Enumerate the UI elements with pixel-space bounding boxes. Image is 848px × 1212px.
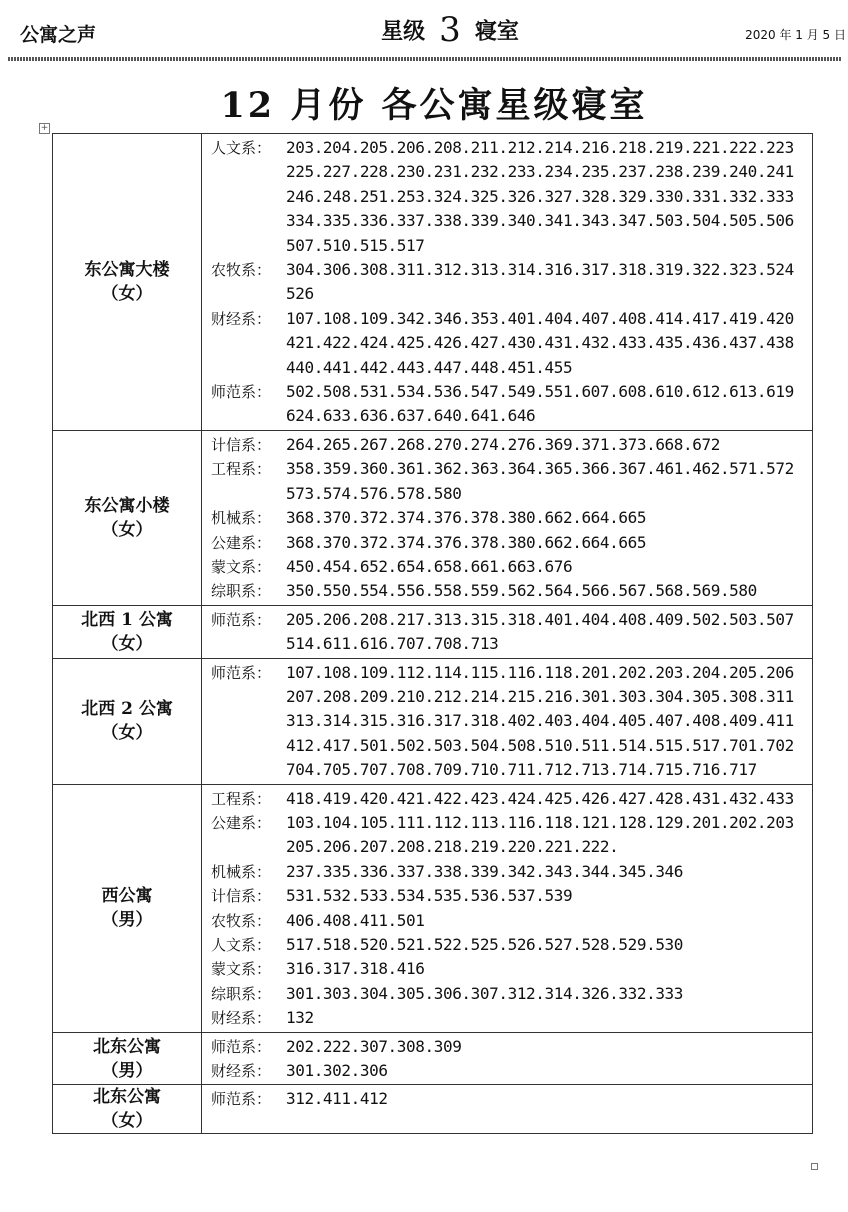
room-list-line bbox=[211, 555, 808, 579]
room-list-line bbox=[211, 787, 808, 811]
rooms-cell bbox=[202, 134, 813, 431]
room-list-line bbox=[211, 356, 808, 380]
department-label: 综职系： bbox=[211, 984, 272, 1003]
building-name: 北西 2 公寓 bbox=[81, 699, 173, 720]
room-list-line bbox=[211, 579, 808, 603]
department-label bbox=[211, 331, 286, 355]
room-list-line bbox=[211, 136, 808, 160]
header-date: 2020 年 1 月 5 日 bbox=[745, 28, 846, 42]
room-list-line bbox=[211, 758, 808, 782]
room-numbers: 526 bbox=[286, 284, 314, 304]
department-label: 蒙文系： bbox=[211, 960, 272, 979]
room-list-line bbox=[211, 957, 808, 981]
room-numbers: 412.417.501.502.503.504.508.510.511.514.515.517.701.702 bbox=[286, 735, 794, 755]
room-numbers: 316.317.318.416 bbox=[286, 959, 425, 979]
department-label: 师范系： bbox=[211, 663, 272, 682]
room-list-line bbox=[211, 884, 808, 908]
room-numbers: 225.227.228.230.231.232.233.234.235.237.238.239.240.241 bbox=[286, 162, 794, 182]
building-row bbox=[53, 605, 813, 658]
room-list-line bbox=[211, 160, 808, 184]
department-label: 机械系： bbox=[211, 509, 272, 528]
room-list-line bbox=[211, 380, 808, 404]
department-label bbox=[211, 160, 286, 184]
room-list-line bbox=[211, 709, 808, 733]
building-name: 北东公寓 bbox=[93, 1036, 161, 1057]
room-numbers: 107.108.109.112.114.115.116.118.201.202.203.204.205.206 bbox=[286, 662, 794, 682]
room-numbers: 368.370.372.374.376.378.380.662.664.665 bbox=[286, 508, 647, 528]
room-list-line bbox=[211, 1087, 808, 1111]
department-label bbox=[211, 185, 286, 209]
department-label bbox=[211, 404, 286, 428]
dorm-table bbox=[52, 133, 813, 1134]
room-numbers: 304.306.308.311.312.313.314.316.317.318.319.322.323.524 bbox=[286, 260, 794, 280]
building-name: 西公寓 bbox=[101, 886, 153, 907]
room-list-line bbox=[211, 282, 808, 306]
rooms-cell bbox=[202, 605, 813, 658]
room-list-line bbox=[211, 234, 808, 258]
building-cell bbox=[53, 605, 202, 658]
department-label: 师范系： bbox=[211, 610, 272, 629]
room-numbers: 334.335.336.337.338.339.340.341.343.347.503.504.505.506 bbox=[286, 211, 794, 231]
building-row bbox=[53, 658, 813, 784]
room-numbers: 301.302.306 bbox=[286, 1061, 388, 1081]
building-gender: （女） bbox=[101, 283, 153, 304]
department-label bbox=[211, 356, 286, 380]
room-list-line bbox=[211, 811, 808, 835]
room-numbers: 203.204.205.206.208.211.212.214.216.218.219.221.222.223 bbox=[286, 138, 794, 157]
header-star-prefix: 星级 bbox=[381, 19, 426, 45]
department-label: 公建系： bbox=[211, 813, 272, 832]
room-list-line bbox=[211, 482, 808, 506]
building-gender: （女） bbox=[101, 633, 153, 654]
room-list-line bbox=[211, 685, 808, 709]
building-row bbox=[53, 1085, 813, 1134]
room-numbers: 205.206.208.217.313.315.318.401.404.408.409.502.503.507 bbox=[286, 609, 794, 629]
room-numbers: 502.508.531.534.536.547.549.551.607.608.610.612.613.619 bbox=[286, 382, 794, 402]
room-numbers: 246.248.251.253.324.325.326.327.328.329.330.331.332.333 bbox=[286, 186, 794, 206]
room-numbers: 517.518.520.521.522.525.526.527.528.529.530 bbox=[286, 935, 684, 954]
room-numbers: 312.411.412 bbox=[286, 1089, 388, 1109]
room-numbers: 350.550.554.556.558.559.562.564.566.567.568.569.580 bbox=[286, 581, 757, 601]
building-name: 北东公寓 bbox=[93, 1087, 161, 1108]
room-list-line bbox=[211, 1006, 808, 1030]
building-name: 东公寓小楼 bbox=[84, 495, 170, 516]
building-row bbox=[53, 134, 813, 431]
rooms-cell bbox=[202, 658, 813, 784]
department-label bbox=[211, 835, 286, 859]
department-label: 师范系： bbox=[211, 1037, 272, 1056]
department-label bbox=[211, 234, 286, 258]
room-numbers: 440.441.442.443.447.448.451.455 bbox=[286, 357, 573, 377]
room-list-line bbox=[211, 307, 808, 331]
room-list-line bbox=[211, 506, 808, 530]
room-list-line bbox=[211, 1059, 808, 1083]
department-label: 计信系： bbox=[211, 435, 272, 454]
building-row bbox=[53, 430, 813, 605]
room-numbers: 264.265.267.268.270.274.276.369.371.373.668.672 bbox=[286, 434, 720, 454]
header-star-number: 3 bbox=[439, 10, 461, 50]
department-label: 蒙文系： bbox=[211, 557, 272, 576]
room-list-line bbox=[211, 909, 808, 933]
building-row bbox=[53, 1032, 813, 1085]
room-numbers: 507.510.515.517 bbox=[286, 235, 425, 255]
header-divider bbox=[8, 57, 842, 61]
rooms-cell bbox=[202, 784, 813, 1032]
room-list-line bbox=[211, 209, 808, 233]
department-label: 人文系： bbox=[211, 936, 272, 954]
room-numbers: 205.206.207.208.218.219.220.221.222. bbox=[286, 837, 619, 857]
building-row bbox=[53, 784, 813, 1032]
header-publication-name: 公寓之声 bbox=[20, 24, 97, 46]
department-label: 工程系： bbox=[211, 460, 272, 479]
room-list-line bbox=[211, 661, 808, 685]
department-label: 财经系： bbox=[211, 1009, 272, 1028]
building-gender: （女） bbox=[101, 1111, 153, 1132]
room-numbers: 313.314.315.316.317.318.402.403.404.405.407.408.409.411 bbox=[286, 711, 794, 731]
room-numbers: 368.370.372.374.376.378.380.662.664.665 bbox=[286, 532, 647, 552]
room-list-line bbox=[211, 258, 808, 282]
room-list-line bbox=[211, 404, 808, 428]
building-cell bbox=[53, 1085, 202, 1134]
department-label: 机械系： bbox=[211, 862, 272, 881]
room-list-line bbox=[211, 433, 808, 457]
department-label: 师范系： bbox=[211, 383, 272, 402]
rooms-cell bbox=[202, 1085, 813, 1134]
room-list-line bbox=[211, 1035, 808, 1059]
room-numbers: 531.532.533.534.535.536.537.539 bbox=[286, 886, 573, 906]
department-label bbox=[211, 282, 286, 306]
header-star-rating bbox=[0, 10, 848, 50]
table-resize-handle-icon[interactable] bbox=[811, 1163, 818, 1170]
room-list-line bbox=[211, 982, 808, 1006]
room-list-line bbox=[211, 860, 808, 884]
building-gender: （男） bbox=[101, 1060, 153, 1081]
building-gender: （女） bbox=[101, 723, 153, 744]
department-label bbox=[211, 685, 286, 709]
building-gender: （女） bbox=[101, 519, 153, 540]
room-numbers: 418.419.420.421.422.423.424.425.426.427.428.431.432.433 bbox=[286, 788, 794, 808]
building-cell bbox=[53, 784, 202, 1032]
room-numbers: 704.705.707.708.709.710.711.712.713.714.715.716.717 bbox=[286, 760, 757, 780]
department-label: 师范系： bbox=[211, 1090, 272, 1109]
department-label: 财经系： bbox=[211, 309, 272, 328]
department-label: 农牧系： bbox=[211, 261, 272, 280]
department-label: 公建系： bbox=[211, 533, 272, 552]
department-label bbox=[211, 482, 286, 506]
department-label: 综职系： bbox=[211, 582, 272, 601]
room-list-line bbox=[211, 734, 808, 758]
rooms-cell bbox=[202, 1032, 813, 1085]
rooms-cell bbox=[202, 430, 813, 605]
room-numbers: 132 bbox=[286, 1008, 314, 1028]
room-numbers: 358.359.360.361.362.363.364.365.366.367.461.462.571.572 bbox=[286, 459, 794, 479]
room-list-line bbox=[211, 608, 808, 632]
room-numbers: 421.422.424.425.426.427.430.431.432.433.435.436.437.438 bbox=[286, 333, 794, 353]
page-title: 12 月份 各公寓星级寝室 bbox=[220, 85, 648, 126]
table-move-handle-icon[interactable]: + bbox=[40, 123, 49, 133]
building-name: 北西 1 公寓 bbox=[81, 609, 173, 630]
department-label: 人文系： bbox=[211, 139, 272, 157]
building-cell bbox=[53, 134, 202, 431]
room-numbers: 207.208.209.210.212.214.215.216.301.303.304.305.308.311 bbox=[286, 686, 794, 706]
room-numbers: 450.454.652.654.658.661.663.676 bbox=[286, 556, 573, 576]
building-cell bbox=[53, 1032, 202, 1085]
room-numbers: 624.633.636.637.640.641.646 bbox=[286, 406, 536, 426]
building-gender: （男） bbox=[101, 910, 153, 931]
department-label bbox=[211, 758, 286, 782]
department-label: 工程系： bbox=[211, 789, 272, 808]
room-list-line bbox=[211, 632, 808, 656]
room-list-line bbox=[211, 531, 808, 555]
header-star-suffix: 寝室 bbox=[474, 19, 519, 45]
room-numbers: 103.104.105.111.112.113.116.118.121.128.129.201.202.203 bbox=[286, 812, 794, 832]
department-label: 农牧系： bbox=[211, 911, 272, 930]
room-numbers: 514.611.616.707.708.713 bbox=[286, 634, 499, 654]
room-list-line bbox=[211, 331, 808, 355]
room-numbers: 301.303.304.305.306.307.312.314.326.332.333 bbox=[286, 983, 684, 1003]
room-list-line bbox=[211, 933, 808, 957]
room-numbers: 202.222.307.308.309 bbox=[286, 1036, 462, 1056]
room-list-line bbox=[211, 835, 808, 859]
room-list-line bbox=[211, 185, 808, 209]
room-numbers: 237.335.336.337.338.339.342.343.344.345.346 bbox=[286, 861, 684, 881]
department-label bbox=[211, 209, 286, 233]
building-cell bbox=[53, 658, 202, 784]
department-label bbox=[211, 709, 286, 733]
room-numbers: 107.108.109.342.346.353.401.404.407.408.414.417.419.420 bbox=[286, 308, 794, 328]
building-cell bbox=[53, 430, 202, 605]
department-label bbox=[211, 734, 286, 758]
department-label: 计信系： bbox=[211, 887, 272, 906]
room-numbers: 406.408.411.501 bbox=[286, 910, 425, 930]
building-name: 东公寓大楼 bbox=[84, 259, 170, 280]
department-label bbox=[211, 632, 286, 656]
department-label: 财经系： bbox=[211, 1062, 272, 1081]
room-numbers: 573.574.576.578.580 bbox=[286, 483, 462, 503]
dorm-table-body bbox=[53, 134, 813, 1134]
room-list-line bbox=[211, 457, 808, 481]
